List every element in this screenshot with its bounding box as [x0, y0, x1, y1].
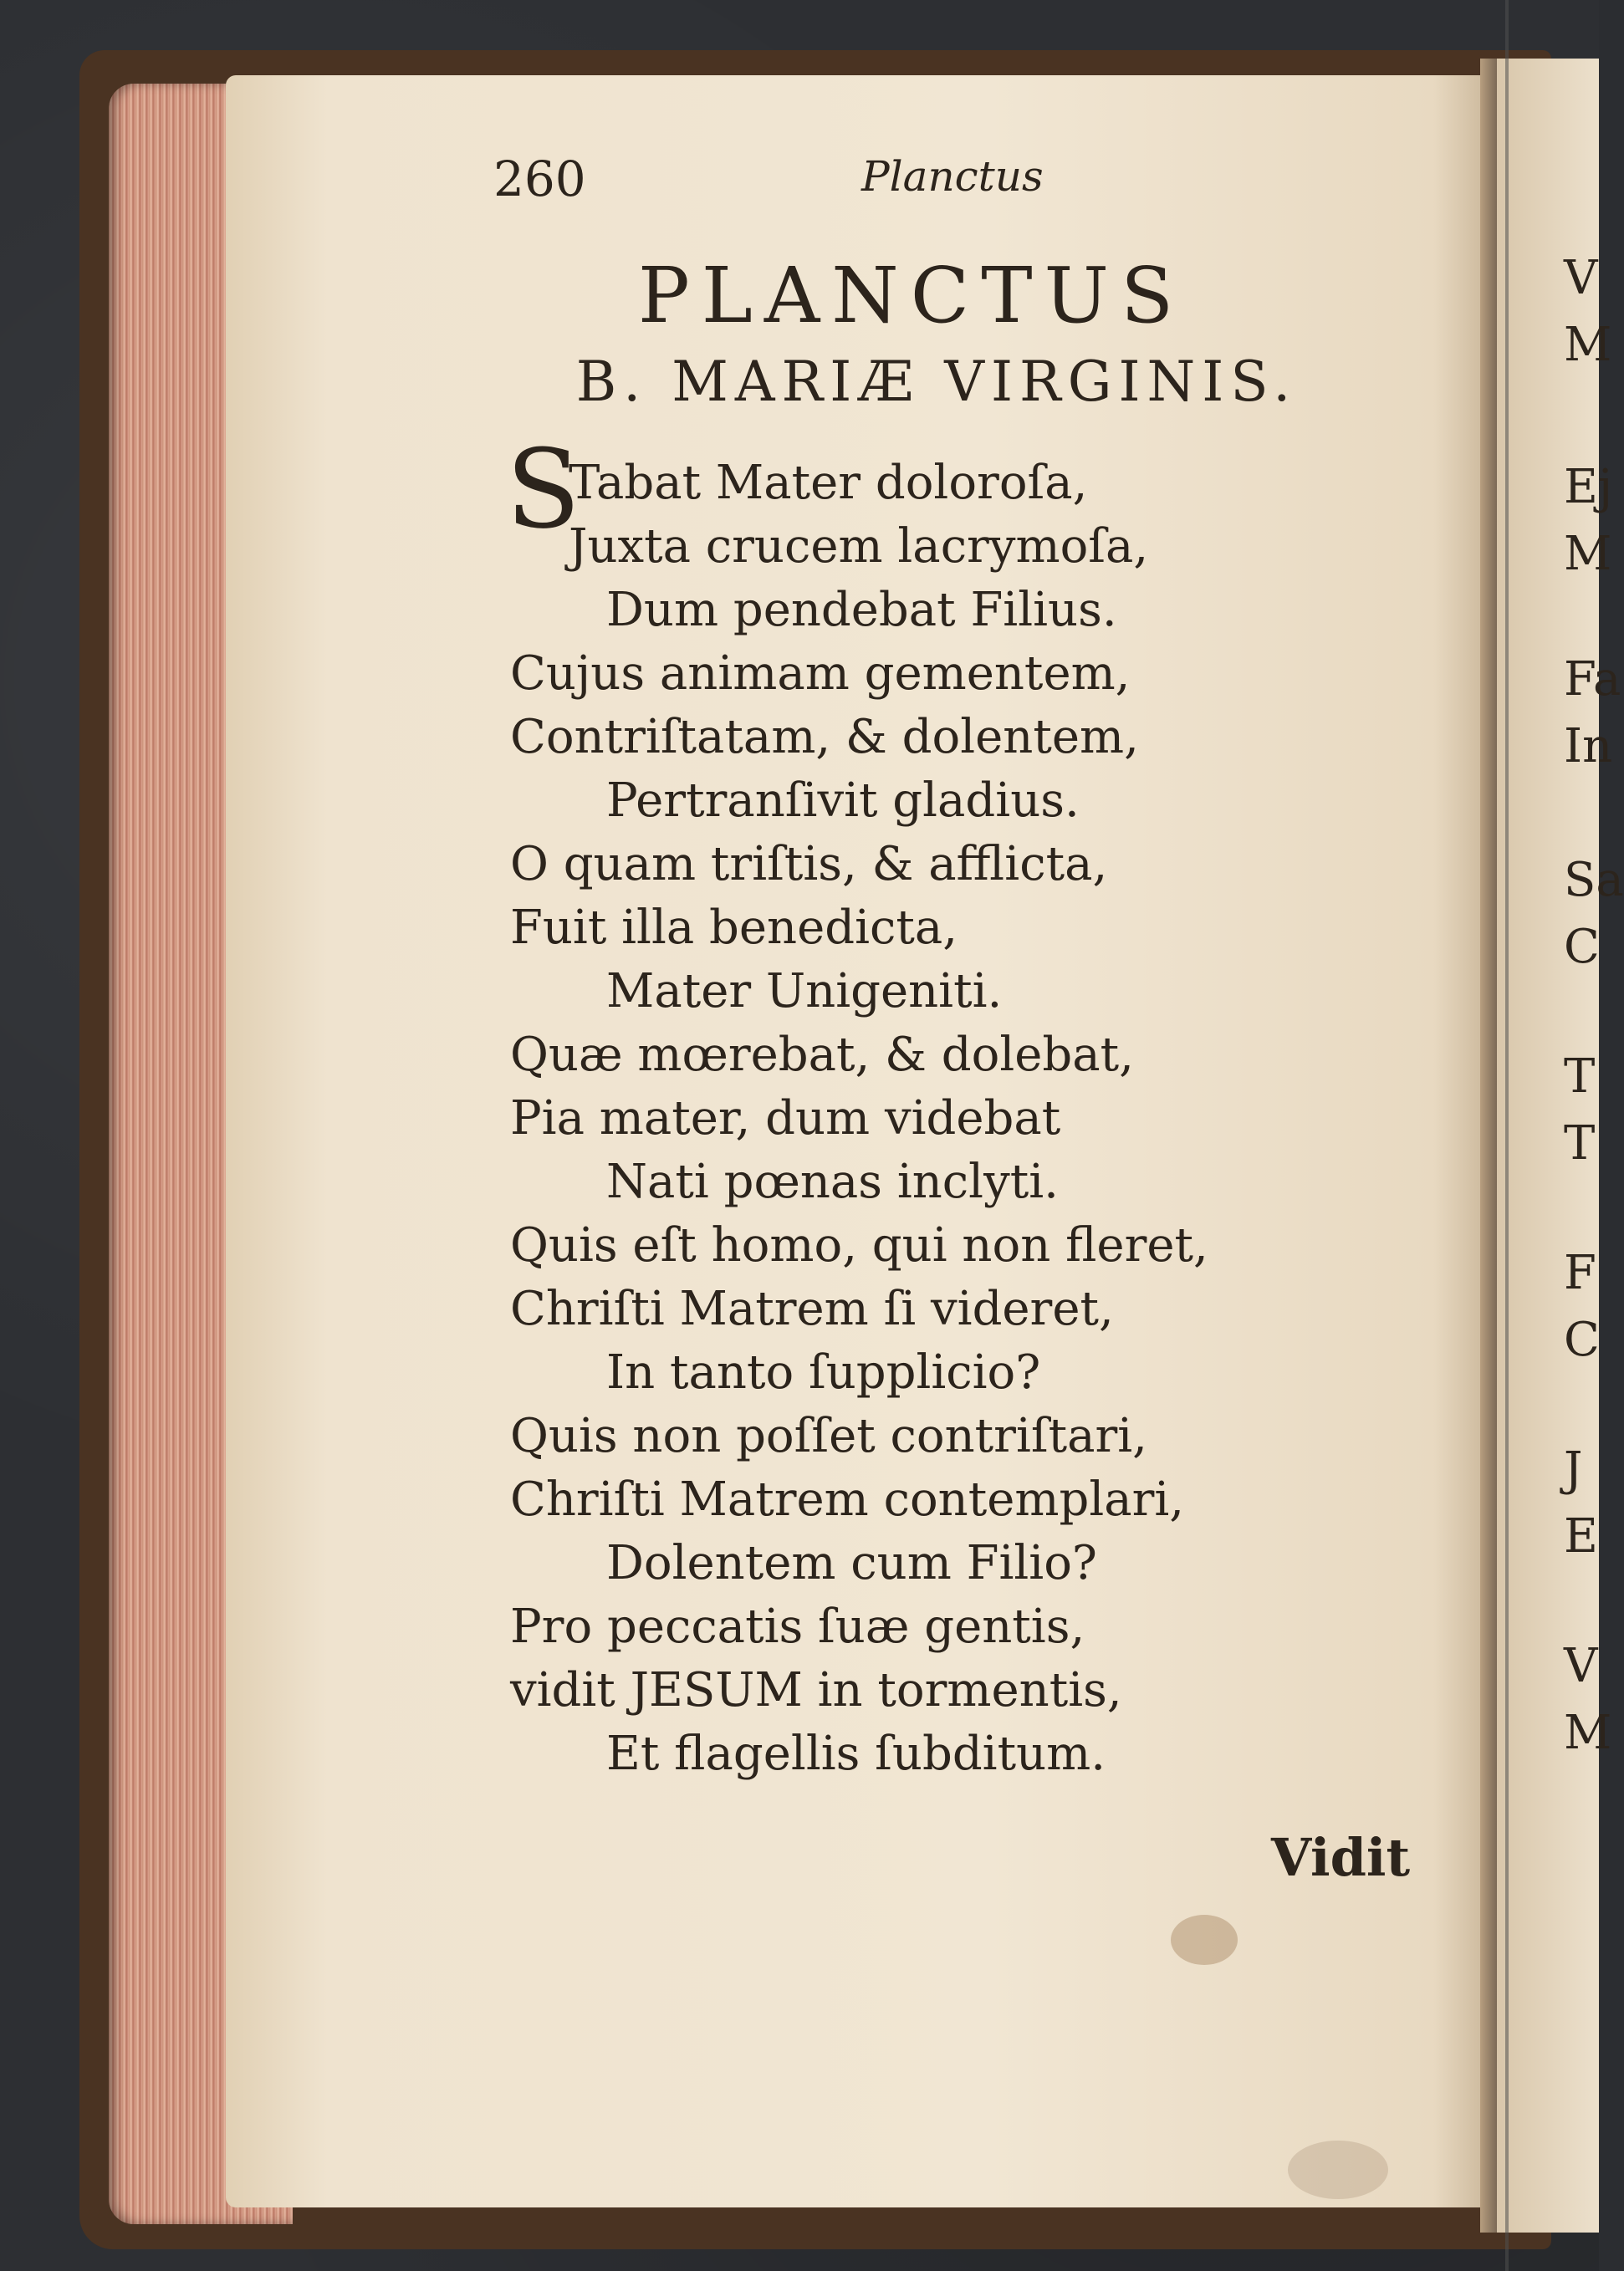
drop-cap: S	[506, 426, 581, 553]
poem-line: Chriſti Matrem contemplari,	[510, 1472, 1185, 1527]
facing-letter: V	[1564, 1639, 1598, 1693]
poem-line: Contriſtatam, & dolentem,	[510, 710, 1139, 764]
facing-letter: M	[1564, 318, 1612, 372]
poem-line: Dolentem cum Filio?	[606, 1536, 1097, 1590]
poem-line: Dum pendebat Filius.	[606, 583, 1117, 637]
poem-line: Et flagellis ſubditum.	[606, 1727, 1106, 1781]
facing-letter: Sa	[1564, 853, 1624, 907]
poem-line: vidit JESUM in tormentis,	[510, 1663, 1122, 1717]
poem-line: Nati pœnas inclyti.	[606, 1155, 1059, 1209]
paper-stain	[1288, 2141, 1388, 2199]
book-gutter	[1480, 59, 1497, 2233]
title-line-2: B. MARIÆ VIRGINIS.	[575, 350, 1298, 414]
facing-letter: F	[1564, 1246, 1596, 1300]
page-number: 260	[493, 151, 586, 207]
poem-line: In tanto ſupplicio?	[606, 1345, 1041, 1400]
poem-line: Quis non poſſet contriſtari,	[510, 1409, 1147, 1463]
facing-letter: V	[1564, 251, 1598, 305]
poem-line: Quæ mœrebat, & dolebat,	[510, 1028, 1134, 1082]
poem-line: Tabat Mater doloroſa,	[569, 456, 1088, 510]
facing-letter: E	[1564, 1509, 1598, 1564]
poem-line: O quam triſtis, & afflicta,	[510, 837, 1108, 891]
poem-line: Pertranſivit gladius.	[606, 773, 1080, 828]
facing-letter: C	[1564, 920, 1600, 974]
running-head: Planctus	[861, 152, 1044, 201]
title-line-1: PLANCTUS	[637, 251, 1186, 340]
poem-line: Cujus animam gementem,	[510, 646, 1131, 701]
poem-line: Fuit illa benedicta,	[510, 901, 958, 955]
facing-letter: C	[1564, 1313, 1600, 1367]
facing-letter: J	[1564, 1442, 1583, 1497]
poem-line: Juxta crucem lacrymoſa,	[569, 519, 1149, 574]
facing-letter: Ej	[1564, 460, 1613, 514]
catchword: Vidit	[1271, 1827, 1411, 1888]
glass-plate-edge	[1505, 0, 1509, 2271]
poem-line: Mater Unigeniti.	[606, 964, 1003, 1018]
facing-letter: M	[1564, 527, 1612, 581]
facing-letter: In	[1564, 719, 1613, 773]
facing-letter: M	[1564, 1706, 1612, 1760]
poem-line: Pia mater, dum videbat	[510, 1091, 1061, 1146]
page-header	[493, 151, 1380, 217]
paper-stain	[1171, 1915, 1238, 1965]
poem-line: Chriſti Matrem ſi videret,	[510, 1282, 1114, 1336]
facing-letter: T	[1564, 1116, 1596, 1171]
poem-line: Quis eſt homo, qui non fleret,	[510, 1218, 1208, 1273]
poem-line: Pro peccatis ſuæ gentis,	[510, 1600, 1085, 1654]
facing-letter: Fa	[1564, 652, 1621, 707]
facing-letter: T	[1564, 1049, 1596, 1104]
